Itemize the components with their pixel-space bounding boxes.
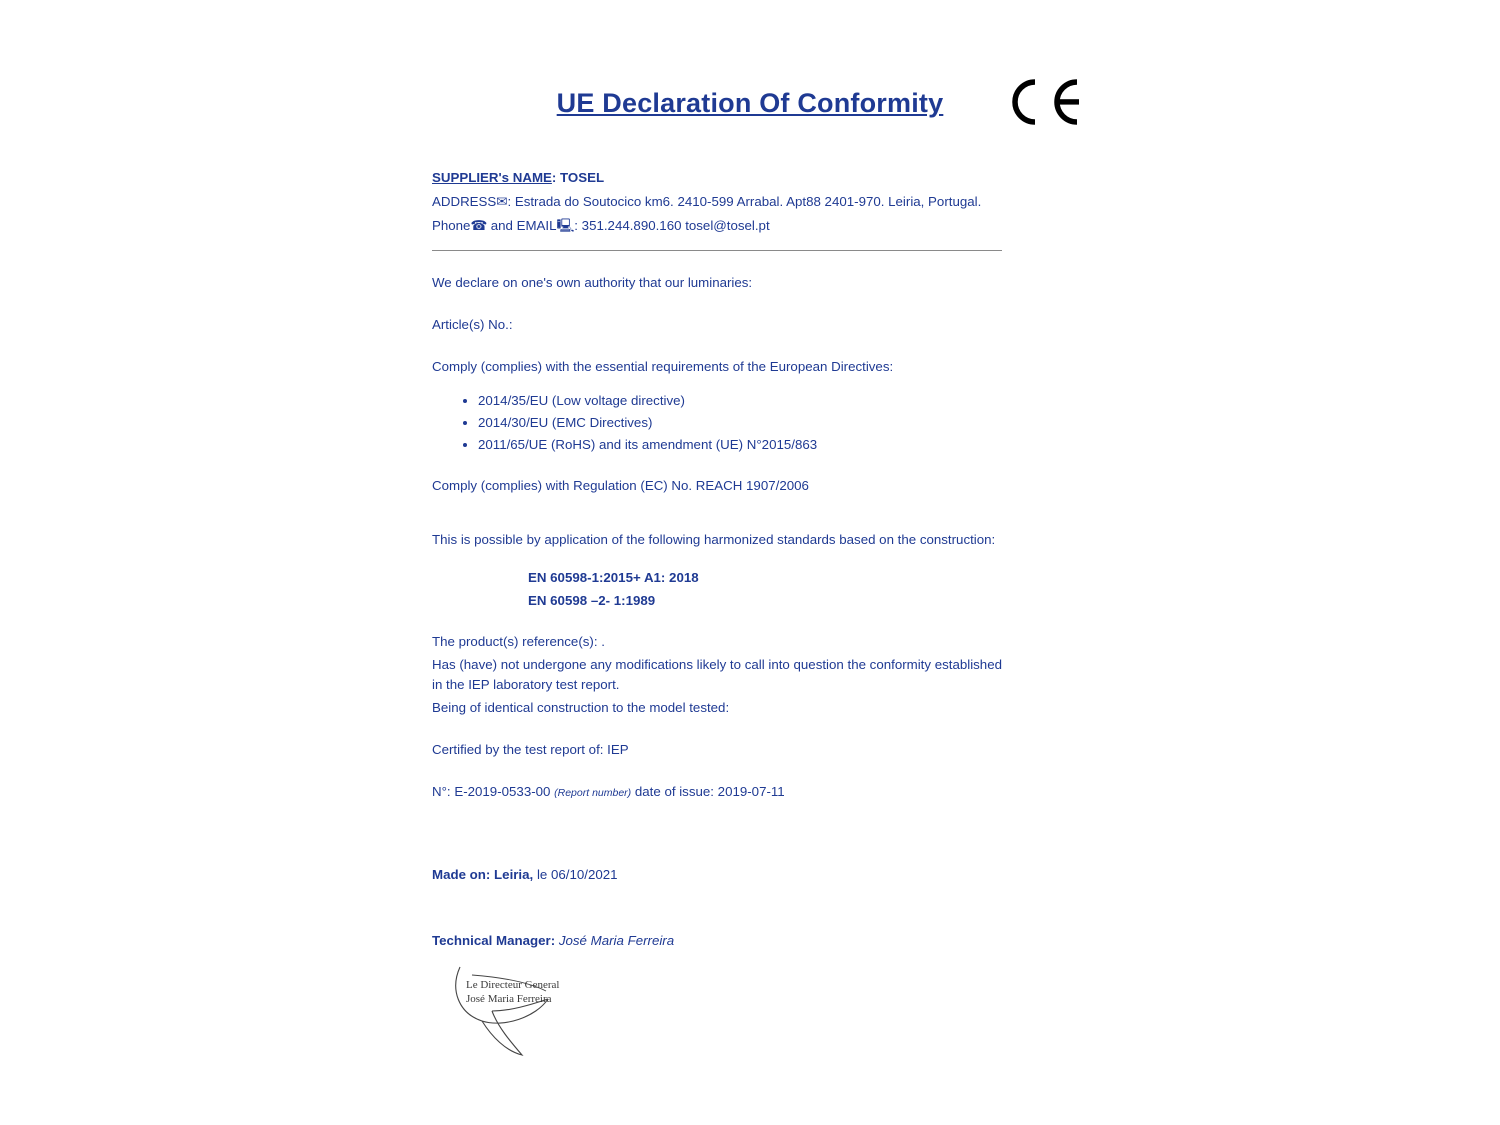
certified-by-line bbox=[432, 740, 1002, 760]
comply-intro-text: Comply (complies) with the essential requirements of the European Directives: bbox=[432, 358, 894, 374]
email-label: and EMAIL bbox=[490, 217, 557, 233]
document-body bbox=[432, 168, 1002, 951]
supplier-name-label: SUPPLIER's NAME bbox=[432, 170, 552, 185]
signature-title: Le Directeur General bbox=[466, 979, 560, 991]
made-on-value: le 06/10/2021 bbox=[536, 867, 618, 883]
page-title: UE Declaration Of Conformity bbox=[556, 88, 944, 118]
made-on-line bbox=[432, 865, 1002, 885]
phone-label: Phone bbox=[432, 217, 471, 233]
technical-manager-label: Technical Manager: bbox=[432, 933, 556, 949]
issue-date-value: 2019-07-11 bbox=[717, 783, 785, 799]
report-number-note: (Report number) bbox=[554, 786, 632, 799]
contact-value: 351.244.890.160 tosel@tosel.pt bbox=[581, 217, 770, 233]
modifications-text: Has (have) not undergone any modifications likely to call into question the conformity established in the IEP laboratory test report. bbox=[432, 656, 1002, 692]
standard-line: EN 60598 –2- 1:1989 bbox=[528, 592, 656, 608]
product-reference-label: The product(s) reference(s): . bbox=[432, 633, 605, 649]
report-number-label: N°: bbox=[432, 783, 451, 799]
address-label: ADDRESS bbox=[432, 193, 497, 209]
issue-date-label: date of issue: bbox=[634, 783, 714, 799]
declaration-text: We declare on one's own authority that our luminaries: bbox=[432, 274, 753, 290]
identical-construction-text: Being of identical construction to the model tested: bbox=[432, 699, 730, 715]
report-number-value: E-2019-0533-00 bbox=[454, 783, 551, 799]
standards-block bbox=[432, 568, 1002, 610]
supplier-name-value: TOSEL bbox=[560, 170, 605, 185]
envelope-icon: ✉ bbox=[496, 193, 508, 209]
certified-by-label: Certified by the test report of: bbox=[432, 741, 604, 757]
monitor-icon: 🖳 bbox=[556, 217, 575, 233]
telephone-icon: ☎ bbox=[470, 217, 488, 233]
report-line bbox=[432, 782, 1002, 802]
list-item: • 2014/35/EU (Low voltage directive) bbox=[478, 391, 1002, 411]
directives-list bbox=[432, 391, 1002, 455]
reach-text: Comply (complies) with Regulation (EC) No. REACH 1907/2006 bbox=[432, 478, 809, 494]
divider bbox=[432, 250, 1002, 251]
signature-caption bbox=[466, 979, 559, 1007]
article-number-label: Article(s) No.: bbox=[432, 316, 513, 332]
harmonized-intro-text: This is possible by application of the following harmonized standards based on the construction: bbox=[432, 532, 996, 548]
made-on-label: Made on: Leiria, bbox=[432, 867, 534, 883]
certified-by-value: IEP bbox=[607, 741, 629, 757]
ce-mark-icon bbox=[1005, 78, 1085, 126]
supplier-contact-line: Phone☎ and EMAIL🖳: 351.244.890.160 tosel@tosel.pt bbox=[432, 217, 770, 233]
signature-name: José Maria Ferreira bbox=[466, 992, 552, 1005]
standard-line: EN 60598-1:2015+ A1: 2018 bbox=[528, 570, 699, 586]
technical-manager-line bbox=[432, 931, 1002, 951]
supplier-address-line: ADDRESS✉: Estrada do Soutocico km6. 2410-599 Arrabal. Apt88 2401-970. Leiria, Portugal. bbox=[432, 193, 982, 209]
supplier-name-line: SUPPLIER's NAME: TOSEL bbox=[432, 170, 605, 185]
list-item: • 2011/65/UE (RoHS) and its amendment (UE) N°2015/863 bbox=[478, 435, 1002, 455]
address-value: Estrada do Soutocico km6. 2410-599 Arrabal. Apt88 2401-970. Leiria, Portugal. bbox=[514, 193, 982, 209]
technical-manager-value: José Maria Ferreira bbox=[558, 933, 675, 949]
list-item: • 2014/30/EU (EMC Directives) bbox=[478, 413, 1002, 433]
signature-mark bbox=[448, 955, 588, 1060]
